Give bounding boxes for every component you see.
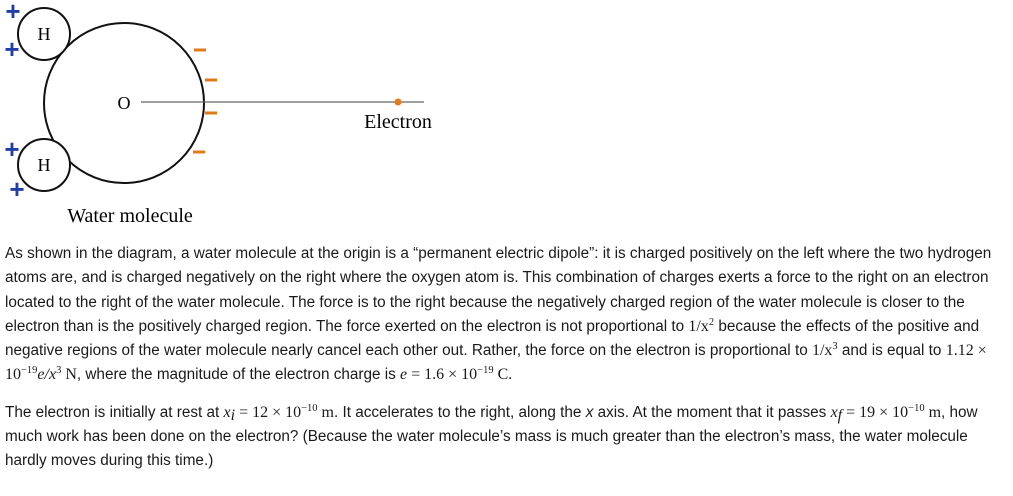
- equation-inverse-square: $1/x^2$: [688, 316, 715, 335]
- equation-inverse-cube: $1/x^3$: [811, 341, 838, 360]
- water-molecule-diagram: [0, 0, 460, 240]
- plus-sign: +: [5, 0, 21, 26]
- plus-sign: +: [9, 174, 25, 204]
- problem-paragraph-1: As shown in the diagram, a water molecule at the origin is a “permanent electric dipole”: it is charged positively on the left where the two hydrogen atoms are, and is charged negatively on the right where the oxygen atom is. This combination of charges exerts a force to the right on an electron located to the right of the water molecule. The force is to the right because the negatively charged region of the water molecule is closer to the electron than is the positively charged region. The force exerted on the electron is not proportional to $1/x^2$ because the effects of the positive and negative regions of the water molecule nearly cancel each other out. Rather, the force on the electron is proportional to $1/x^3$ and is equal to $1.12 \times 10^{-19}e/x^3$ N, where the magnitude of the electron charge is $e = 1.6 \times 10^{-19}$ C.: [5, 245, 992, 384]
- diagram-caption: Water molecule: [67, 205, 193, 227]
- oxygen-label: O: [117, 93, 131, 113]
- problem-paragraph-2: The electron is initially at rest at $x_i = 12 \times 10^{-10}$ m. It accelerates to the right, along the x axis. At the moment that it passes $x_f = 19 \times 10^{-10}$ m, how much work has been done on the electron? (Because the water molecule’s mass is much greater than the electron’s mass, the water molecule hardly moves during this time.): [5, 402, 978, 470]
- hydrogen-top-label: H: [37, 24, 51, 44]
- equation-electron-charge: $e = 1.6 \times 10^{-19}$ C.: [400, 365, 513, 384]
- hydrogen-bottom-label: H: [37, 155, 51, 175]
- electron-dot: [395, 99, 402, 106]
- problem-text: [5, 242, 1011, 474]
- equation-initial-position: $x_i = 12 \times 10^{-10}$ m: [223, 402, 334, 424]
- equation-force: $1.12 \times 10^{-19}e/x^3$ N: [5, 342, 987, 384]
- equation-final-position: $x_f = 19 \times 10^{-10}$ m: [830, 402, 942, 424]
- plus-sign: +: [4, 34, 20, 64]
- plus-sign: +: [4, 134, 20, 164]
- electron-label: Electron: [364, 111, 432, 133]
